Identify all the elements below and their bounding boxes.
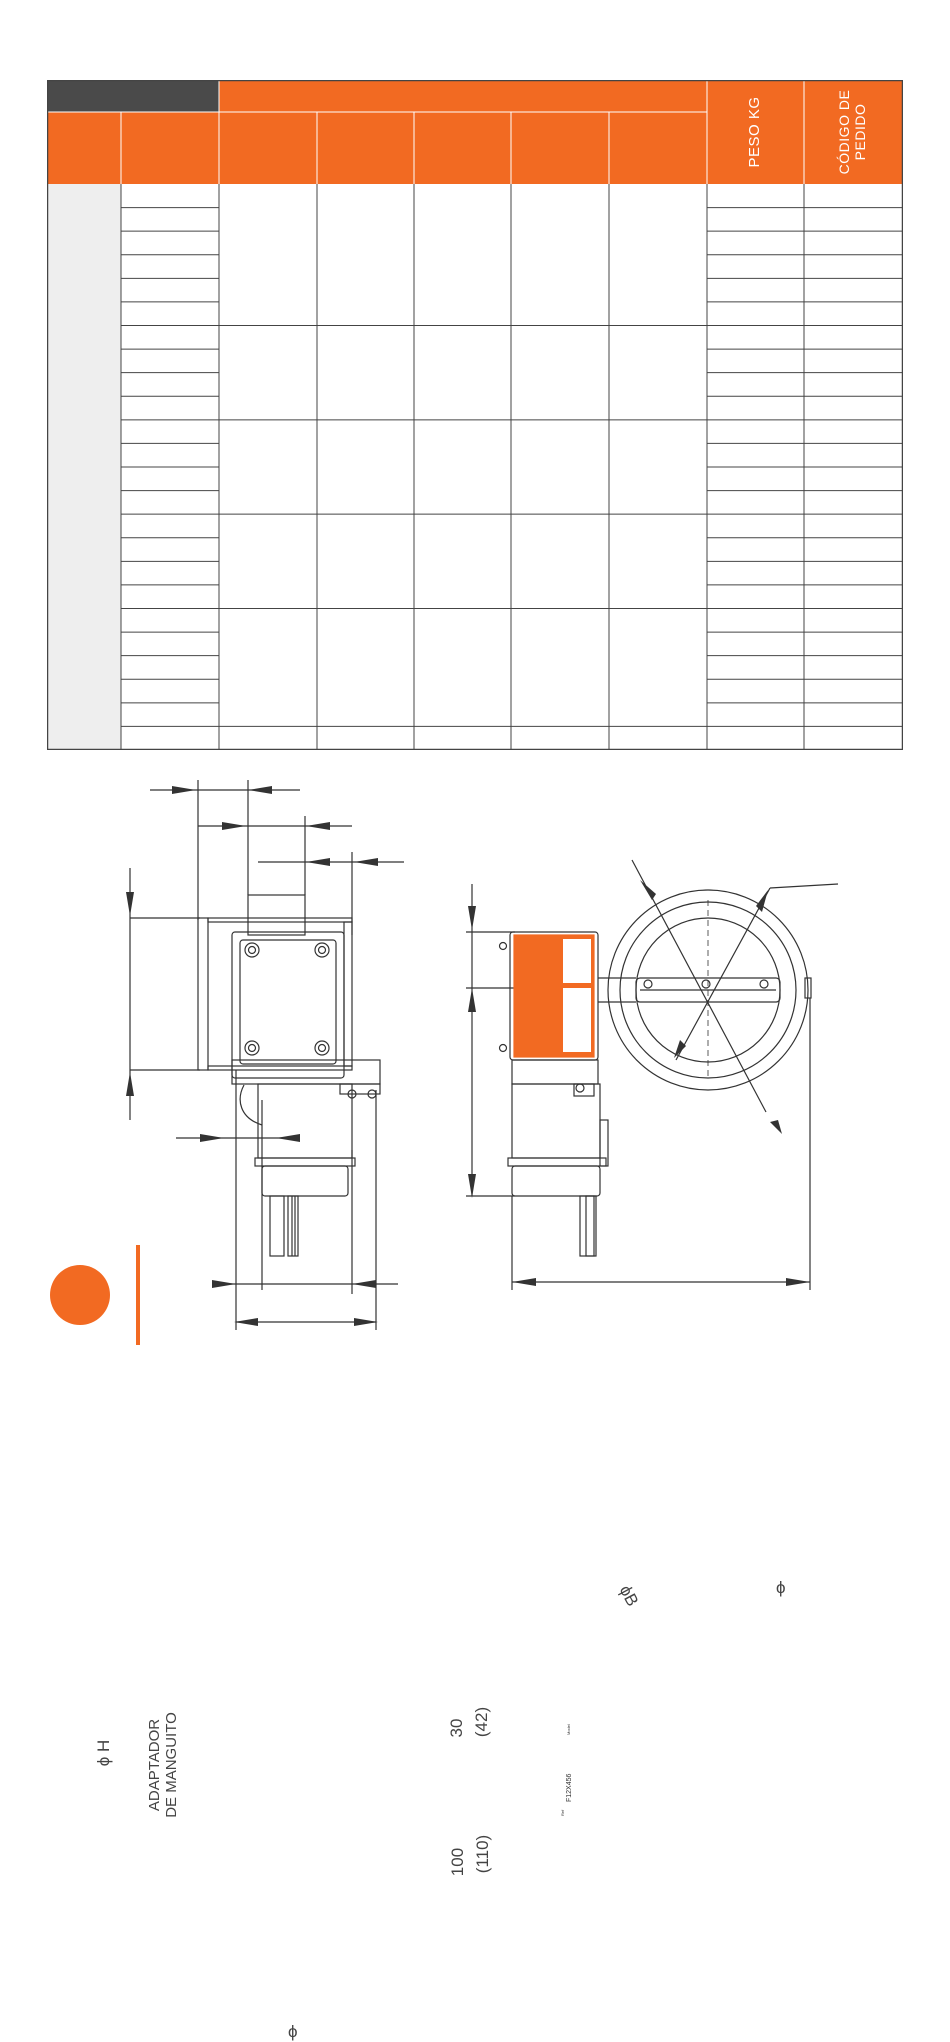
dim-100: 100	[448, 1847, 467, 1877]
page-marker-bar	[136, 1245, 140, 1345]
header-order-code: CÓDIGO DE PEDIDO	[835, 89, 868, 175]
dim-110: (110)	[473, 1834, 492, 1874]
specification-table	[47, 80, 903, 750]
label-address: www.wyndhampage.com	[527, 1758, 533, 1814]
label-small-a: Model	[566, 1724, 571, 1735]
dim-30: 30	[447, 1718, 466, 1738]
sleeve-adapter-label: ADAPTADOR DE MANGUITO	[146, 1712, 180, 1818]
label-serial: F12X456	[566, 1773, 573, 1802]
brand-name: wyndham	[512, 1758, 527, 1814]
front-view	[466, 860, 838, 1290]
diameter-label: ϕ	[776, 1578, 786, 1597]
side-view	[126, 780, 404, 1330]
header-dark-cell	[47, 80, 219, 112]
dim-42: (42)	[472, 1706, 491, 1738]
label-plate	[512, 1686, 556, 1814]
diameter-b-label: ϕB	[615, 1582, 643, 1610]
table-body-lines	[121, 184, 903, 750]
bottom-diameter-label: ϕ	[288, 2022, 298, 2041]
first-column-fill	[47, 184, 121, 750]
brand-suffix: page	[512, 1722, 527, 1755]
label-address2: DD10 8, RH12 4PS, UK T: +44 1202 714600	[534, 1715, 540, 1814]
diameter-h-label: ϕ H	[94, 1739, 113, 1767]
header-weight: PESO KG	[746, 96, 764, 168]
drawing-canvas	[0, 760, 950, 1359]
page-marker-dot	[50, 1265, 110, 1325]
technical-drawing	[0, 760, 950, 2041]
label-small-b: Ref	[560, 1809, 565, 1816]
